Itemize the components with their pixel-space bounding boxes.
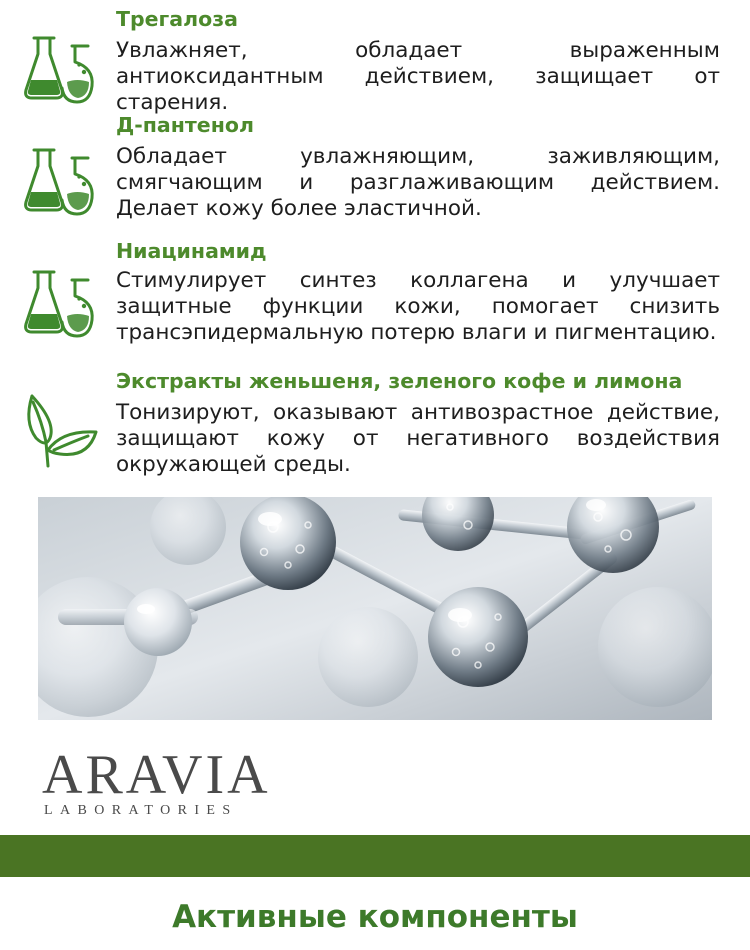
flasks-icon	[22, 144, 100, 222]
molecule-image	[38, 497, 712, 720]
page-title: Активные компоненты	[172, 899, 578, 935]
ingredient-description: Тонизируют, оказывают антивозрастное действие, защищают кожу от негативного воздействия окружающей среды.	[116, 400, 720, 477]
flasks-icon	[22, 266, 100, 344]
ingredient-title: Ниацинамид	[116, 239, 267, 263]
ingredient-description: Стимулирует синтез коллагена и улучшает защитные функции кожи, помогает снизить трансэпидермальную потерю влаги и пигментацию.	[116, 268, 720, 345]
leaf-icon	[22, 392, 100, 470]
brand-name: ARAVIA	[42, 744, 271, 806]
brand-subtitle: LABORATORIES	[44, 803, 238, 818]
ingredient-title: Трегалоза	[116, 7, 238, 31]
ingredient-title: Д-пантенол	[116, 113, 254, 137]
green-divider-bar	[0, 835, 750, 877]
brand-logo	[42, 745, 271, 819]
ingredient-title: Экстракты женьшеня, зеленого кофе и лимона	[116, 369, 683, 393]
ingredient-description: Увлажняет, обладает выраженным антиоксидантным действием, защищает от старения.	[116, 38, 720, 115]
ingredient-description: Обладает увлажняющим, заживляющим, смягчающим и разглаживающим действием. Делает кожу более эластичной.	[116, 144, 720, 221]
flasks-icon	[22, 32, 100, 110]
